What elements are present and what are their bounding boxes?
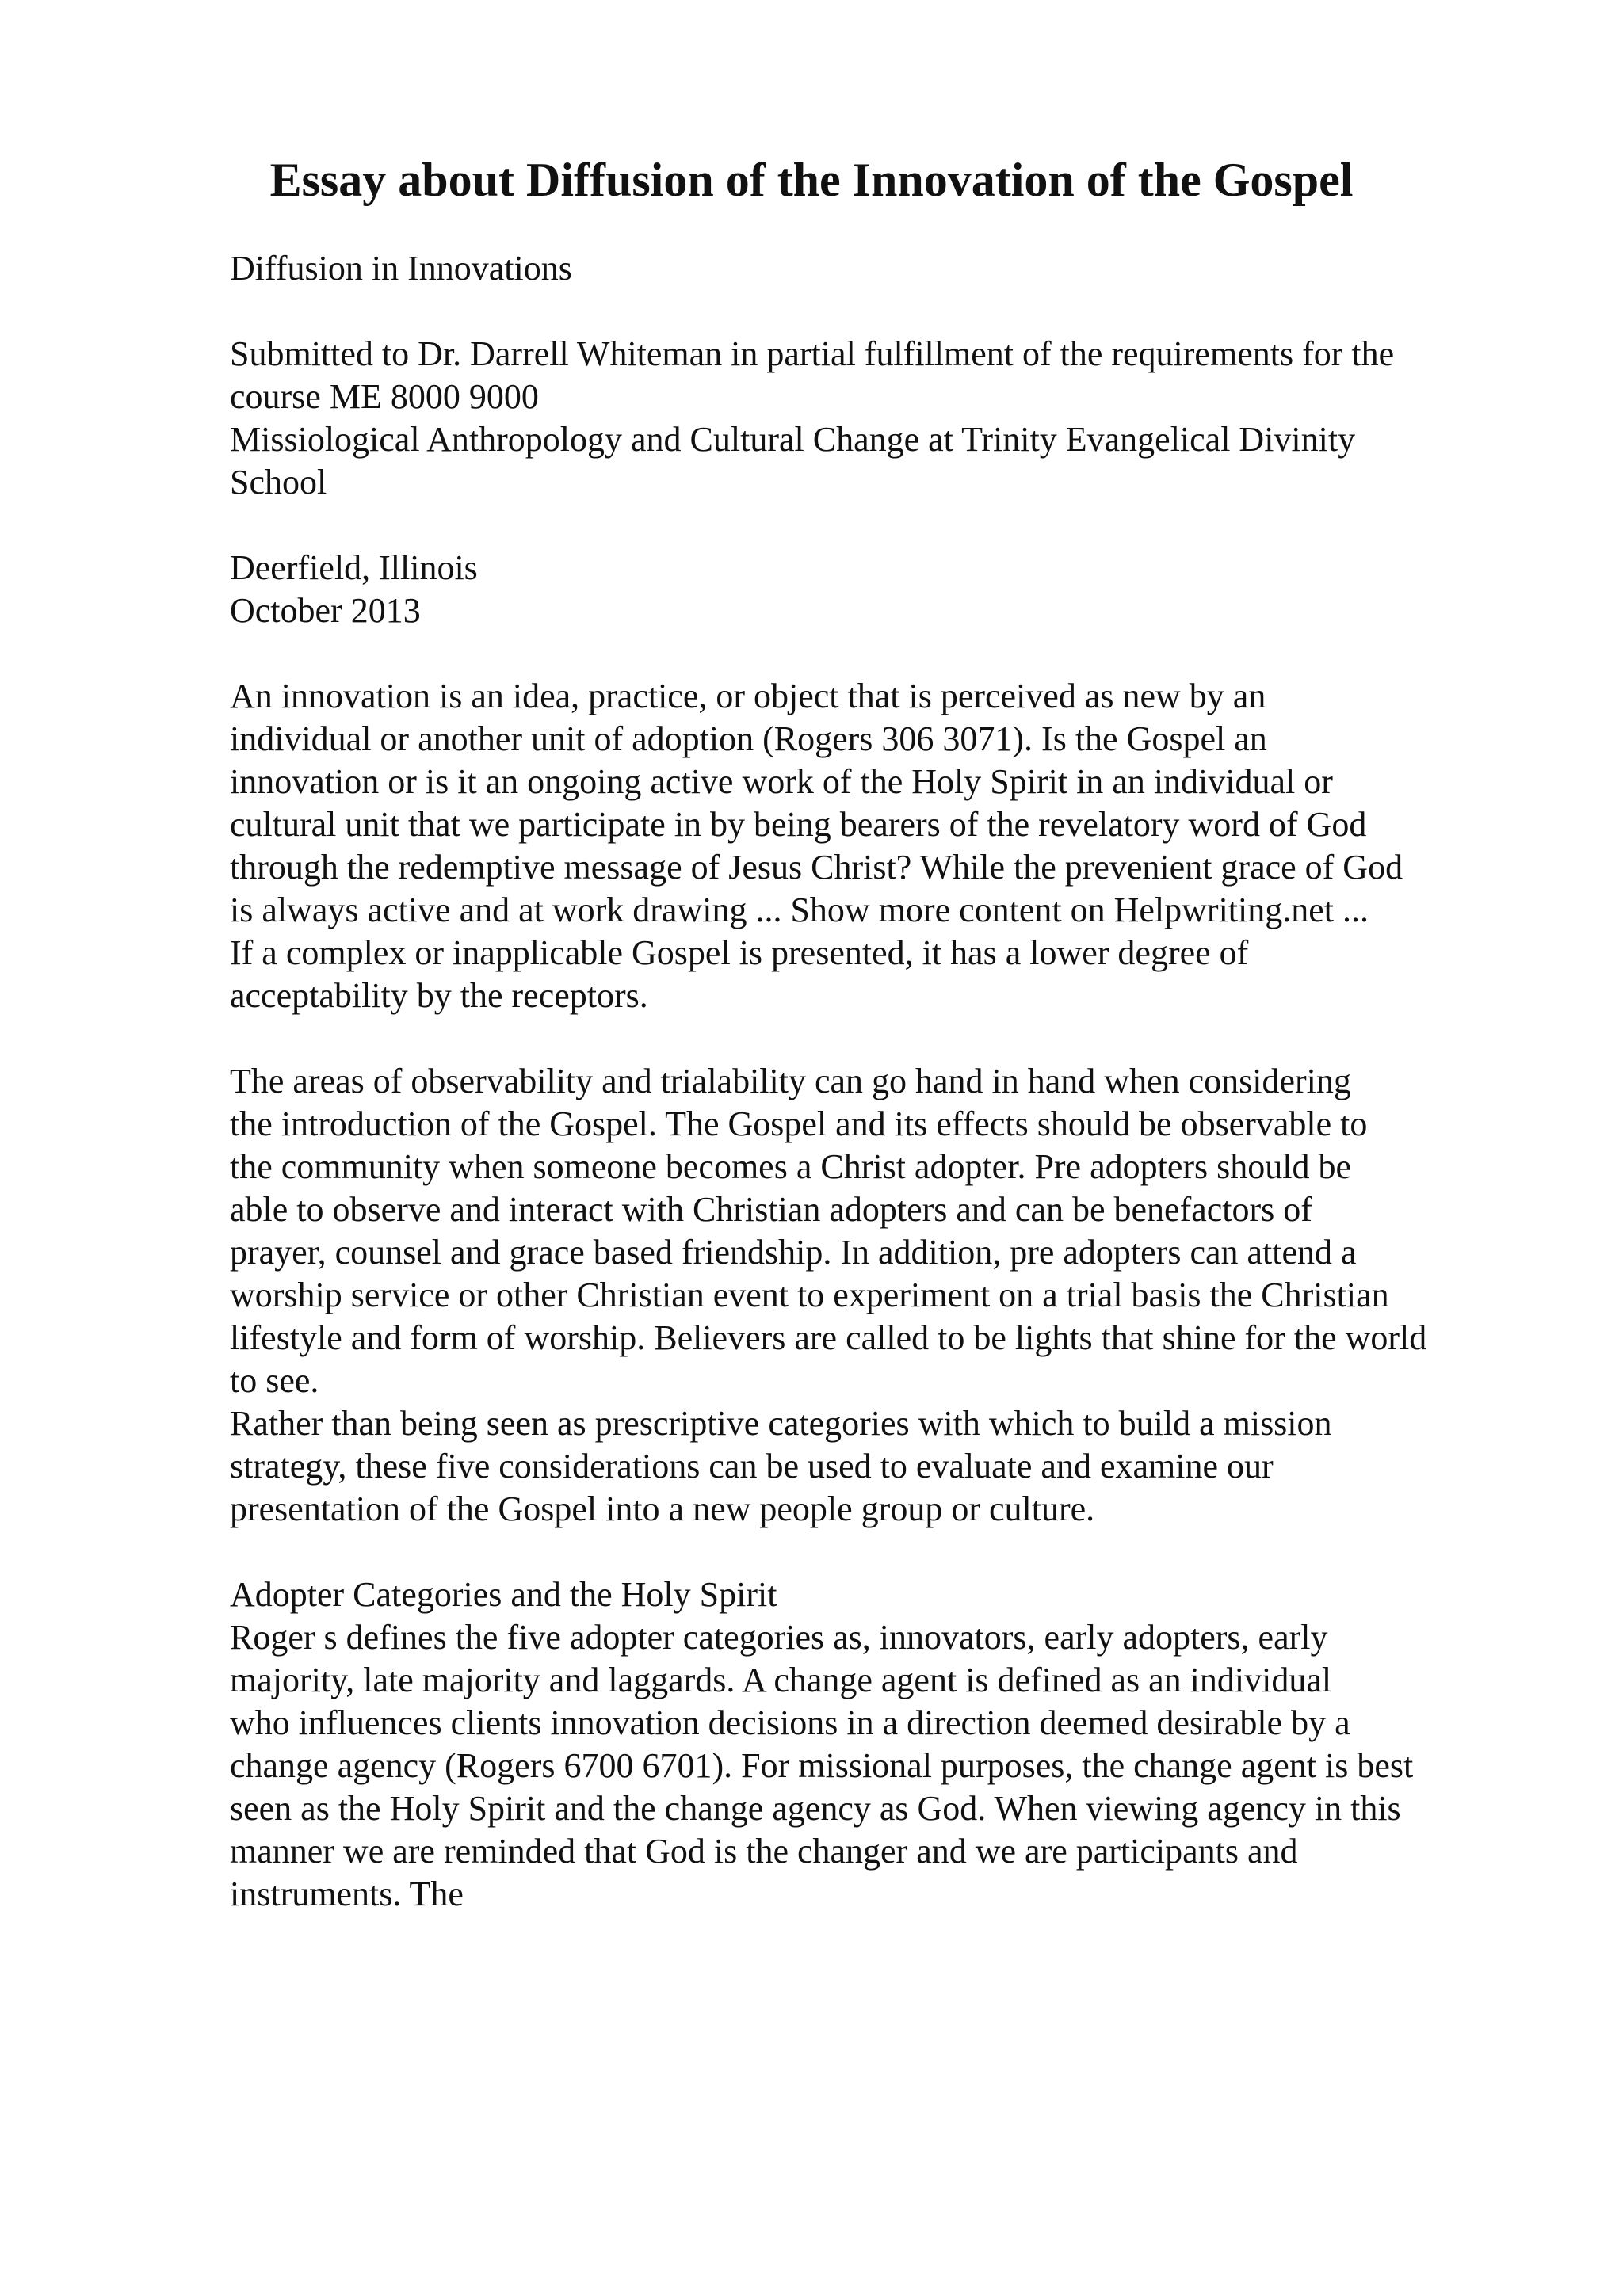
paragraph-line: cultural unit that we participate in by being bearers of the revelatory word of God — [230, 805, 1367, 844]
date-line: October 2013 — [230, 591, 421, 630]
paragraph-line: The areas of observability and trialability can go hand in hand when considering — [230, 1062, 1351, 1100]
paragraph-line: the community when someone becomes a Christ adopter. Pre adopters should be — [230, 1147, 1352, 1186]
paragraph-line: If a complex or inapplicable Gospel is presented, it has a lower degree of — [230, 933, 1249, 972]
paragraph-line: is always active and at work drawing ... Show more content on Helpwriting.net ... — [230, 891, 1369, 929]
submission-line: Missiological Anthropology and Cultural Change at Trinity Evangelical Divinity — [230, 420, 1356, 459]
paragraph-line: through the redemptive message of Jesus Christ? While the prevenient grace of God — [230, 848, 1403, 887]
paragraph-line: lifestyle and form of worship. Believers are called to be lights that shine for the world — [230, 1318, 1427, 1357]
location-line: Deerfield, Illinois — [230, 548, 478, 587]
document-subtitle: Diffusion in Innovations — [230, 249, 572, 288]
submission-line: Submitted to Dr. Darrell Whiteman in partial fulfillment of the requirements for the — [230, 334, 1395, 373]
paragraph-line: manner we are reminded that God is the changer and we are participants and — [230, 1832, 1298, 1871]
paragraph-line: individual or another unit of adoption (Rogers 306 3071). Is the Gospel an — [230, 719, 1267, 758]
paragraph-line: majority, late majority and laggards. A change agent is defined as an individual — [230, 1661, 1332, 1699]
paragraph-line: Roger s defines the five adopter categories as, innovators, early adopters, early — [230, 1618, 1328, 1657]
submission-line: course ME 8000 9000 — [230, 377, 539, 416]
section-heading: Adopter Categories and the Holy Spirit — [230, 1575, 777, 1614]
submission-line: School — [230, 463, 327, 502]
paragraph-line: An innovation is an idea, practice, or object that is perceived as new by an — [230, 677, 1266, 715]
paragraph-line: strategy, these five considerations can be used to evaluate and examine our — [230, 1447, 1274, 1486]
paragraph-line: innovation or is it an ongoing active work of the Holy Spirit in an individual or — [230, 762, 1333, 801]
paragraph-line: prayer, counsel and grace based friendship. In addition, pre adopters can attend a — [230, 1233, 1357, 1272]
paragraph-line: instruments. The — [230, 1875, 464, 1913]
paragraph-line: to see. — [230, 1361, 319, 1400]
paragraph-line: able to observe and interact with Christian adopters and can be benefactors of — [230, 1190, 1312, 1229]
paragraph-line: change agency (Rogers 6700 6701). For missional purposes, the change agent is best — [230, 1746, 1414, 1785]
paragraph-line: the introduction of the Gospel. The Gospel and its effects should be observable to — [230, 1104, 1368, 1143]
paragraph-line: acceptability by the receptors. — [230, 976, 648, 1015]
paragraph-line: who influences clients innovation decisions in a direction deemed desirable by a — [230, 1703, 1350, 1742]
paragraph-line: Rather than being seen as prescriptive categories with which to build a mission — [230, 1404, 1332, 1443]
paragraph-line: seen as the Holy Spirit and the change agency as God. When viewing agency in this — [230, 1789, 1401, 1828]
paragraph-line: presentation of the Gospel into a new people group or culture. — [230, 1489, 1095, 1528]
paragraph-line: worship service or other Christian event to experiment on a trial basis the Christian — [230, 1276, 1389, 1314]
document-title: Essay about Diffusion of the Innovation of the Gospel — [269, 154, 1354, 206]
